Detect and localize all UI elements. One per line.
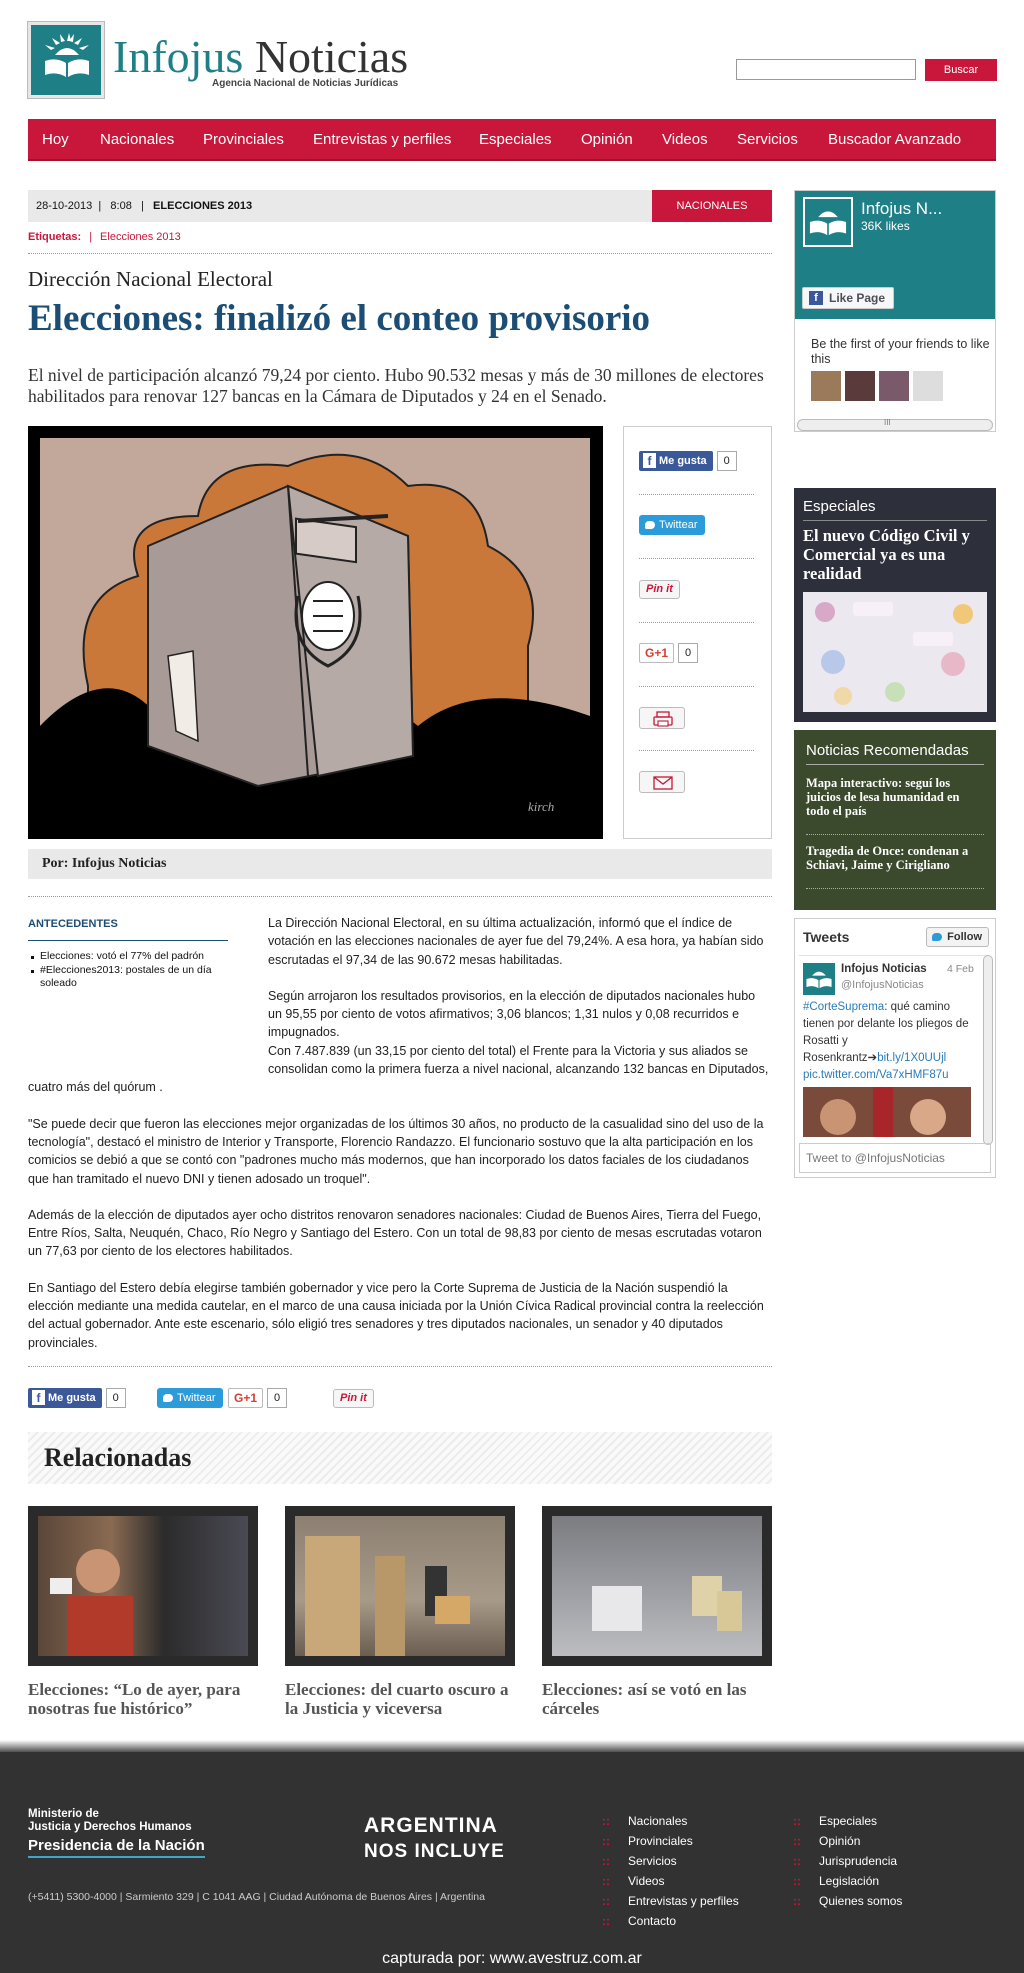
nav-item-servicios[interactable]: Servicios	[737, 131, 798, 148]
especiales-image[interactable]	[803, 592, 987, 712]
footer-link-jurisprudencia[interactable]: :: Jurisprudencia	[793, 1851, 902, 1871]
especiales-title[interactable]: Especiales	[803, 498, 876, 515]
footer-link-servicios[interactable]: :: Servicios	[602, 1851, 739, 1871]
twitter-share-bottom	[157, 1388, 223, 1408]
pin-it-button[interactable]: Pin it	[333, 1389, 374, 1408]
footer-address: (+5411) 5300-4000 | Sarmiento 329 | C 1041 AAG | Ciudad Autónoma de Buenos Aires | Argentina	[28, 1891, 485, 1903]
nav-item-videos[interactable]: Videos	[662, 131, 708, 148]
ministry-logo[interactable]	[28, 1808, 192, 1834]
pinterest-share	[639, 579, 680, 599]
facebook-like-button[interactable]: f Me gusta	[639, 451, 713, 471]
related-caption[interactable]: Elecciones: así se votó en las cárceles	[542, 1680, 747, 1718]
tweet-author[interactable]: Infojus Noticias	[841, 963, 927, 975]
related-header	[28, 1432, 772, 1484]
footer-link-provinciales[interactable]: :: Provinciales	[602, 1831, 739, 1851]
related-image[interactable]	[542, 1506, 772, 1666]
ministry-line2: Justicia y Derechos Humanos	[28, 1821, 192, 1833]
related-image[interactable]	[28, 1506, 258, 1666]
antecedentes-item[interactable]: #Elecciones2013: postales de un día soleado	[28, 964, 228, 991]
share-divider	[639, 494, 754, 495]
facebook-page-widget	[794, 190, 996, 432]
google-plus-button[interactable]: G+1	[639, 643, 674, 663]
antecedentes-item[interactable]: Elecciones: votó el 77% del padrón	[28, 950, 228, 964]
captured-by: capturada por: www.avestruz.com.ar	[382, 1950, 642, 1967]
tweet-date[interactable]: 4 Feb	[947, 963, 974, 975]
tweets-title: Tweets	[803, 929, 850, 945]
facebook-likes: 36K likes	[861, 219, 910, 233]
logo-text-noticias: Noticias	[254, 31, 409, 82]
logo-subtitle: Agencia Nacional de Noticias Jurídicas	[212, 78, 399, 89]
site-header	[0, 0, 1024, 120]
tag-link[interactable]: Elecciones 2013	[100, 231, 181, 243]
body-paragraph: La Dirección Nacional Electoral, en su última actualización, informó que el índice de votación en las elecciones nacionales de ayer fue del 79,24%. A esa hora, ya habían sido escrutadas el 97,34 de las 90.672 mesas habilitadas.	[268, 916, 764, 967]
avatar[interactable]	[811, 371, 841, 401]
footer-link-entrevistas[interactable]: :: Entrevistas y perfiles	[602, 1891, 739, 1911]
tweets-scrollbar[interactable]	[983, 955, 993, 1145]
pinterest-bottom	[333, 1388, 374, 1408]
facebook-icon: f	[809, 291, 823, 305]
tags-row: Etiquetas: | Elecciones 2013	[28, 231, 181, 243]
byline-bar	[28, 849, 772, 879]
nav-item-especiales[interactable]: Especiales	[479, 131, 552, 148]
share-divider	[639, 686, 754, 687]
body-paragraph: "Se puede decir que fueron las elecciones mejor organizadas de los últimos 30 años, no producto de la casualidad sino del uso de la tecnología", destacó el ministro de Interior y Transporte, Florencio Randazzo. El funcionario sostuvo que la alta participación en los comicios se debió a que se contó con "padrones mucho más modernos, que han incorporado los datos faciales de los ciudadanos que han tramitado el nuevo DNI y tienen adosado un troquel".	[28, 1116, 764, 1186]
share-bottom-row	[28, 1388, 772, 1412]
argentina-logo-line2: NOS INCLUYE	[364, 1841, 505, 1862]
body-paragraph: En Santiago del Estero debía elegirse también gobernador y vice pero la Corte Suprema de Justicia de la Nación suspendió la elección mediante una medida cautelar, en el marco de una causa iniciada por la Unión Cívica Radical provincial contra la reelección del actual gobernador. Ante este escenario, sólo eligió tres senadores y tres diputados nacionales, un senador y 40 diputados provinciales.	[28, 1280, 764, 1350]
tweet-link[interactable]: bit.ly/1X0UUjl	[877, 1052, 947, 1064]
tags-label: Etiquetas:	[28, 231, 82, 243]
nav-item-hoy[interactable]: Hoy	[42, 131, 69, 148]
google-plus-share	[639, 643, 698, 663]
divider	[28, 896, 772, 897]
facebook-like-count: 0	[717, 451, 737, 471]
facebook-page-name[interactable]: Infojus N...	[861, 199, 943, 218]
body-paragraph: Con 7.487.839 (un 33,15 por ciento del total) el Frente para la Victoria y sus aliados se consolidan como la primera fuerza a nivel nacional, alcanzando 132 bancas en Diputados, cuatro más del quórum .	[28, 1043, 769, 1095]
nav-item-provinciales[interactable]: Provinciales	[203, 131, 284, 148]
footer-links-col2	[793, 1811, 902, 1911]
scrollbar-grip: III	[884, 418, 891, 427]
article-headline: Elecciones: finalizó el conteo provisorio	[28, 298, 651, 339]
nav-item-buscador-avanzado[interactable]: Buscador Avanzado	[828, 131, 962, 148]
related-caption[interactable]: Elecciones: “Lo de ayer, para nosotras fue histórico”	[28, 1680, 241, 1718]
body-paragraph: Según arrojaron los resultados provisorios, en la elección de diputados nacionales hubo un 95,55 por ciento de votos afirmativos; 3,06 blancos; 1,31 nulos y 0,08 recurridos e impugnados.	[268, 988, 756, 1040]
pin-it-button[interactable]: Pin it	[639, 580, 680, 599]
related-title: Relacionadas	[44, 1443, 192, 1472]
logo-text-infojus: Infojus	[113, 31, 244, 82]
recomendada-item[interactable]: Mapa interactivo: seguí los juicios de lesa humanidad en todo el país	[806, 776, 960, 818]
google-plus-bottom	[228, 1388, 287, 1408]
share-divider	[639, 622, 754, 623]
tweet-avatar[interactable]	[803, 963, 835, 995]
article-date: 28-10-2013	[36, 200, 93, 212]
footer-link-legislacion[interactable]: :: Legislación	[793, 1871, 902, 1891]
recomendada-item[interactable]: Tragedia de Once: condenan a Schiavi, Jaime y Cirigliano	[806, 844, 969, 872]
tweet-body: : qué camino tienen por delante los pliegos de Rosatti y Rosenkrantz➔	[803, 1001, 969, 1064]
tweet-pic-link[interactable]: pic.twitter.com/Va7xHMF87u	[803, 1069, 949, 1081]
nav-item-nacionales[interactable]: Nacionales	[100, 131, 175, 148]
argentina-logo-line1: ARGENTINA	[364, 1814, 498, 1837]
divider	[28, 1366, 772, 1367]
recomendadas-widget	[794, 730, 996, 910]
footer-link-quienes-somos[interactable]: :: Quienes somos	[793, 1891, 902, 1911]
twitter-share	[639, 515, 705, 535]
google-plus-count: 0	[678, 643, 698, 663]
especiales-widget	[794, 488, 996, 722]
print-icon[interactable]	[639, 707, 685, 729]
article-lead: El nivel de participación alcanzó 79,24 por ciento. Hubo 90.532 mesas y más de 30 millones de electores habilitados para renovar 127 bancas en la Cámara de Diputados y 24 en el Senado.	[28, 365, 764, 406]
ministry-line1: Ministerio de	[28, 1808, 99, 1820]
mail-icon[interactable]	[639, 771, 685, 793]
main-nav	[28, 119, 996, 161]
photo-signature: kirch	[528, 799, 555, 814]
facebook-scrollbar[interactable]	[797, 419, 993, 431]
twitter-timeline-widget	[794, 918, 996, 1178]
related-caption[interactable]: Elecciones: del cuarto oscuro a la Justicia y viceversa	[285, 1680, 509, 1718]
article-body	[28, 914, 772, 1370]
tweet-image[interactable]	[803, 1087, 971, 1137]
avatar[interactable]	[913, 371, 943, 401]
divider	[28, 253, 772, 254]
logo-title[interactable]	[113, 31, 409, 82]
article-supra: Dirección Nacional Electoral	[28, 267, 273, 291]
twitter-follow-button[interactable]: Follow	[926, 927, 989, 947]
nav-item-entrevistas[interactable]: Entrevistas y perfiles	[313, 131, 452, 148]
facebook-like-page-button[interactable]	[802, 287, 894, 309]
share-divider	[639, 750, 754, 751]
facebook-like-button[interactable]: f Me gusta	[28, 1388, 102, 1408]
facebook-cover[interactable]	[795, 191, 995, 319]
print-share	[639, 707, 685, 735]
logo-icon[interactable]	[28, 22, 104, 98]
section-badge[interactable]: NACIONALES	[652, 190, 772, 222]
avatar[interactable]	[879, 371, 909, 401]
presidency-logo[interactable]: Presidencia de la Nación	[28, 1837, 205, 1858]
footer-link-videos[interactable]: :: Videos	[602, 1871, 739, 1891]
footer-links-col1	[602, 1811, 739, 1931]
google-plus-count: 0	[267, 1388, 287, 1408]
tweet-button[interactable]: Twittear	[639, 515, 705, 535]
tweet-hashtag[interactable]: #CorteSuprema	[803, 1001, 885, 1013]
footer-link-especiales[interactable]: :: Especiales	[793, 1811, 902, 1831]
footer-link-contacto[interactable]: :: Contacto	[602, 1911, 739, 1931]
tweet-text	[803, 999, 978, 1084]
related-image[interactable]	[285, 1506, 515, 1666]
like-page-label: Like Page	[829, 291, 886, 305]
footer-link-nacionales[interactable]: :: Nacionales	[602, 1811, 739, 1831]
article-meta-bar	[28, 190, 772, 222]
article-photo	[28, 426, 603, 839]
recomendadas-title: Noticias Recomendadas	[806, 742, 969, 759]
facebook-like	[639, 451, 737, 471]
footer-link-opinion[interactable]: :: Opinión	[793, 1831, 902, 1851]
search-button[interactable]: Buscar	[925, 59, 997, 81]
antecedentes-title: ANTECEDENTES	[28, 918, 118, 930]
google-plus-button[interactable]: G+1	[228, 1388, 263, 1408]
article-meta: 28-10-2013 | 8:08 | ELECCIONES 2013	[36, 200, 253, 212]
especiales-headline[interactable]: El nuevo Código Civil y Comercial ya es una realidad	[803, 526, 970, 583]
facebook-friends-text: Be the first of your friends to like this	[811, 337, 990, 366]
tweet-handle[interactable]: @InfojusNoticias	[841, 979, 924, 991]
avatar[interactable]	[845, 371, 875, 401]
share-divider	[639, 558, 754, 559]
tweet-button[interactable]: Twittear	[157, 1388, 223, 1408]
facebook-like-bottom	[28, 1388, 126, 1408]
facebook-like-count: 0	[106, 1388, 126, 1408]
body-paragraph: Además de la elección de diputados ayer ocho distritos renovaron senadores nacionales: Ciudad de Buenos Aires, Tierra del Fuego, Entre Ríos, Salta, Neuquén, Chaco, Río Negro y Santiago del Estero. Con un total de 98,83 por ciento de mesas escrutadas votaron un 77,63 por ciento de los electores habilitados.	[28, 1207, 762, 1259]
share-column	[623, 426, 772, 839]
byline: Por: Infojus Noticias	[42, 856, 167, 871]
article-topic[interactable]: ELECCIONES 2013	[153, 200, 253, 212]
article-time: 8:08	[110, 200, 132, 212]
nav-item-opinion[interactable]: Opinión	[581, 131, 633, 148]
tweet-to-input[interactable]: Tweet to @InfojusNoticias	[799, 1143, 991, 1173]
email-share	[639, 771, 685, 799]
facebook-page-avatar	[803, 197, 853, 247]
search-input[interactable]	[736, 59, 916, 80]
